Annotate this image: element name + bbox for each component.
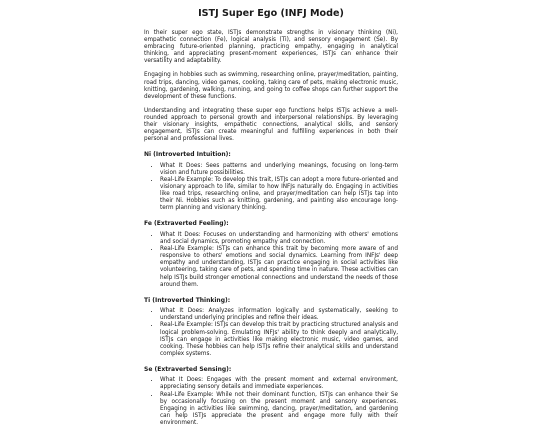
intro-paragraph: In their super ego state, ISTJs demonstrate strengths in visionary thinking (Ni), empathetic connection (Fe), logical analysis (Ti), and sensory engagement (Se). By embracing future-oriented planning, practicing empathy, engaging in analytical thinking, and appreciating present-moment experiences, ISTJs can enhance their versatility and adaptability. — [144, 30, 398, 65]
list-item: • What It Does: Analyzes information logically and systematically, seeking to understand underlying principles and refine their ideas. — [160, 308, 398, 322]
list-item: • Real-Life Example: While not their dominant function, ISTJs can enhance their Se by occasionally focusing on the present moment and sensory experiences. Engaging in activities like swimming, dancing, prayer/meditation, and gardening can help ISTJs appreciate the present and engage more fully with their environment. — [160, 392, 398, 427]
list-item: • What It Does: Sees patterns and underlying meanings, focusing on long-term vision and future possibilities. — [160, 163, 398, 177]
summary-paragraph: Understanding and integrating these super ego functions helps ISTJs achieve a well-rounded approach to personal growth and interpersonal relationships. By leveraging their visionary insights, empathetic connections, analytical skills, and sensory engagement, ISTJs can create meaningful and fulfilling experiences in both their personal and professional lives. — [144, 107, 398, 143]
hobbies-paragraph: Engaging in hobbies such as swimming, researching online, prayer/meditation, painting, road trips, dancing, video games, cooking, taking care of pets, making electronic music, knitting, gardening, walking, running, and going to coffee shops can further support the development of these functions. — [144, 72, 398, 100]
list-item: • What It Does: Focuses on understanding and harmonizing with others' emotions and social dynamics, promoting empathy and connection. — [160, 232, 398, 246]
list-item: • What It Does: Engages with the present moment and external environment, appreciating sensory details and immediate experiences. — [160, 377, 398, 391]
list-item: • Real-Life Example: ISTJs can develop this trait by practicing structured analysis and logical problem-solving. Emulating INFJs' ability to think deeply and analytically, ISTJs can engage in activities like making electronic music, video games, and cooking. These hobbies can help ISTJs refine their analytical skills and understand complex systems. — [160, 322, 398, 357]
section-heading-ni: Ni (Introverted Intuition): — [144, 151, 231, 159]
document-title: ISTJ Super Ego (INFJ Mode) — [198, 8, 344, 19]
section-heading-ti: Ti (Introverted Thinking): — [144, 296, 231, 304]
section-list-se — [144, 377, 398, 427]
section-list-ti — [144, 308, 398, 358]
list-item: • Real-Life Example: To develop this trait, ISTJs can adopt a more future-oriented and visionary approach to life, similar to how INFJs naturally do. Engaging in activities like road trips, researching online, and prayer/meditation can help ISTJs tap into their Ni. Hobbies such as knitting, gardening, and painting also encourage long-term planning and visionary thinking. — [160, 177, 398, 212]
section-list-ni — [144, 163, 398, 213]
list-item: • Real-Life Example: ISTJs can enhance this trait by becoming more aware of and responsive to others' emotions and social dynamics. Learning from INFJs' deep empathy and understanding, ISTJs can practice engaging in social activities like volunteering, taking care of pets, and spending time in nature. These activities can help ISTJs build stronger emotional connections and understand the needs of those around them. — [160, 246, 398, 289]
section-list-fe — [144, 232, 398, 289]
section-heading-fe: Fe (Extraverted Feeling): — [144, 220, 229, 228]
section-heading-se: Se (Extraverted Sensing): — [144, 365, 232, 373]
